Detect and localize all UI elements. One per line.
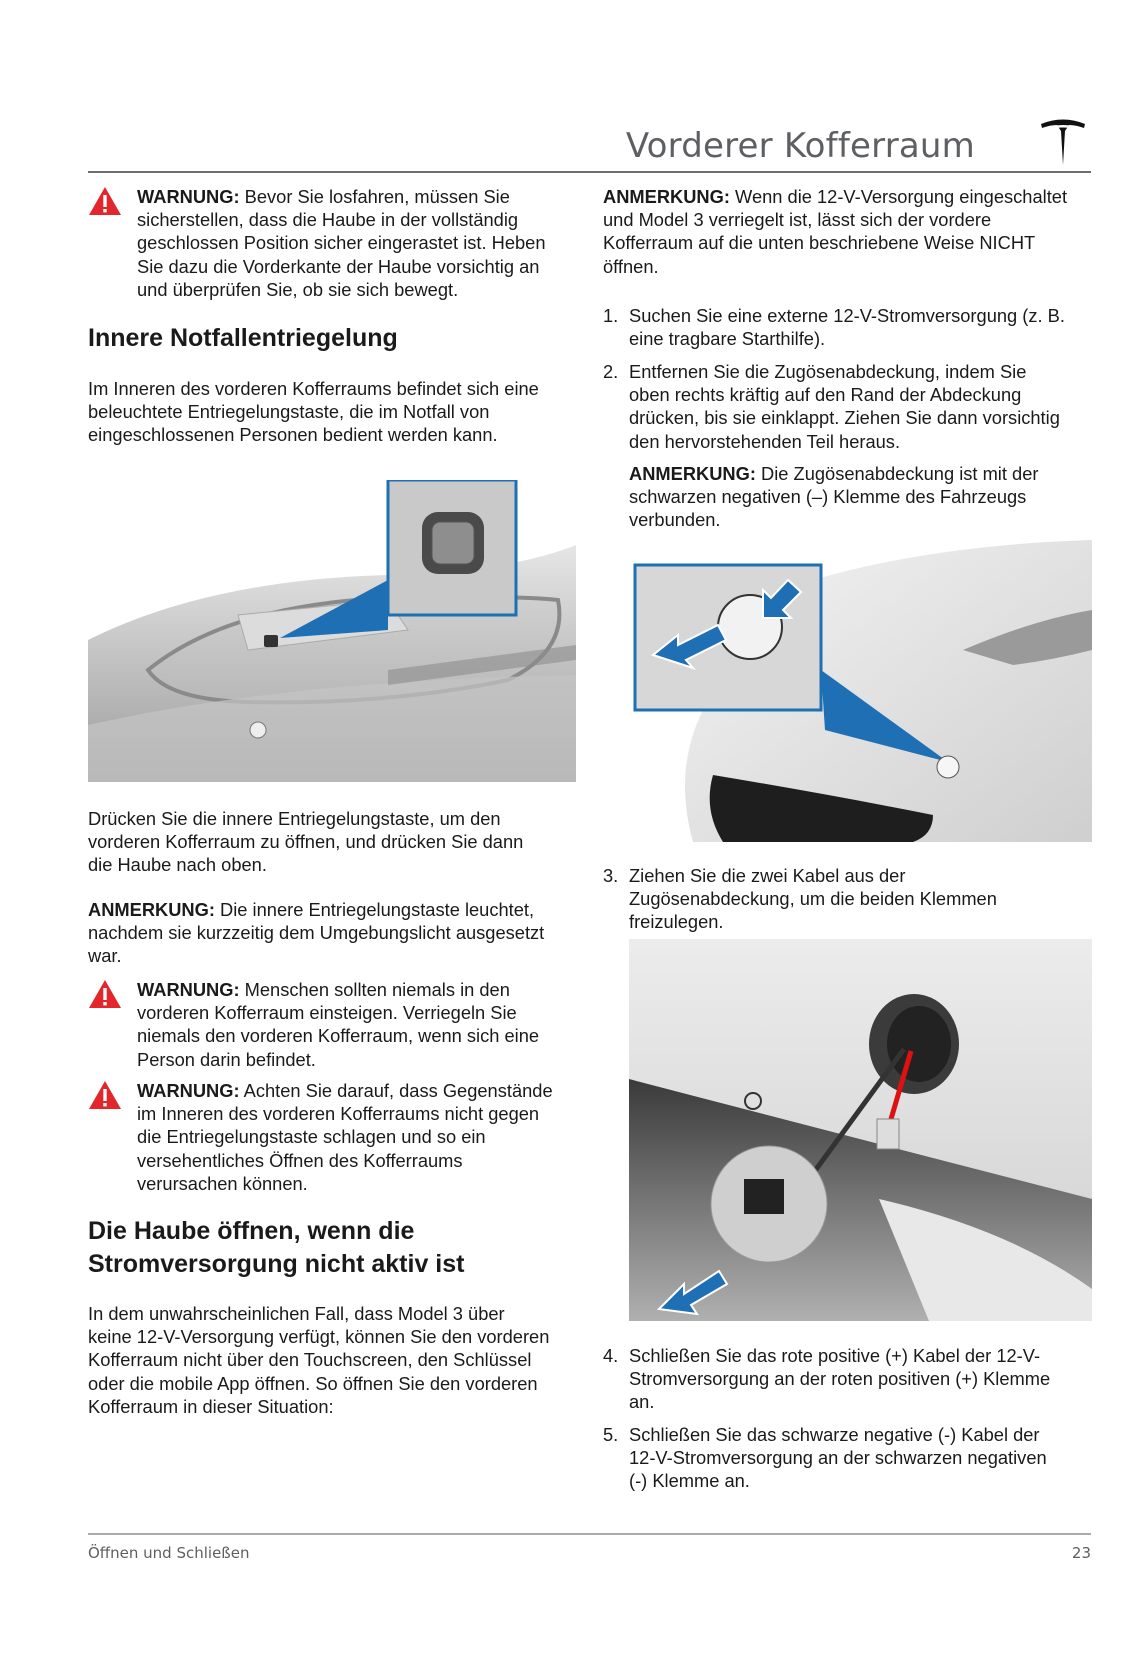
page-title: Vorderer Kofferraum: [625, 126, 975, 166]
warning-3: WARNUNG: Achten Sie darauf, dass Gegenstände im Inneren des vorderen Kofferraums nicht gegen die Entriegelungstaste schlagen und so ein versehentliches Öffnen des Kofferraums verursachen können.: [137, 1080, 553, 1194]
tow-eye-cover-illustration: [633, 540, 1092, 842]
page-number: 23: [1071, 1544, 1091, 1562]
paragraph-no-power: In dem unwahrscheinlichen Fall, dass Model 3 über keine 12-V-Versorgung verfügt, können Sie den vorderen Kofferraum nicht über den Touchscreen, den Schlüssel oder die mobile App öffnen. So öffnen Sie den vorderen Kofferraum in dieser Situation:: [88, 1303, 550, 1417]
step-4: 4. Schließen Sie das rote positive (+) Kabel der 12-V- Stromversorgung an der roten positiven (+) Klemme an.: [603, 1345, 1051, 1413]
step-5: 5. Schließen Sie das schwarze negative (-) Kabel der 12-V-Stromversorgung an der schwarzen negativen (-) Klemme an.: [603, 1424, 1047, 1492]
section-heading-innere-notfallentriegelung: Innere Notfallentriegelung: [88, 324, 398, 352]
section-heading-haube-oeffnen: Die Haube öffnen, wenn die Stromversorgung nicht aktiv ist: [88, 1217, 465, 1278]
note-button-glow: ANMERKUNG: Die innere Entriegelungstaste leuchtet, nachdem sie kurzzeitig dem Umgebungslicht ausgesetzt war.: [88, 899, 545, 967]
step-3: 3. Ziehen Sie die zwei Kabel aus der Zugösenabdeckung, um die beiden Klemmen freizulegen.: [603, 865, 997, 933]
header-rule: [88, 171, 1091, 173]
tesla-logo-icon: [1039, 117, 1087, 167]
frunk-release-illustration: [88, 480, 576, 782]
footer-rule: [88, 1533, 1091, 1535]
cables-terminals-illustration: [629, 939, 1092, 1321]
note-step-2: ANMERKUNG: Die Zugösenabdeckung ist mit der schwarzen negativen (–) Klemme des Fahrzeugs verbunden.: [629, 463, 1039, 531]
step-1: 1. Suchen Sie eine externe 12-V-Stromversorgung (z. B. eine tragbare Starthilfe).: [603, 305, 1065, 350]
step-2: 2. Entfernen Sie die Zugösenabdeckung, indem Sie oben rechts kräftig auf den Rand der Abdeckung drücken, bis sie einklappt. Ziehen Sie dann vorsichtig den hervorstehenden Teil heraus.: [603, 361, 1060, 452]
paragraph-press-button: Drücken Sie die innere Entriegelungstaste, um den vorderen Kofferraum zu öffnen, und drücken Sie dann die Haube nach oben.: [88, 808, 524, 876]
warning-triangle-icon: [88, 979, 122, 1009]
warning-2: WARNUNG: Menschen sollten niemals in den vorderen Kofferraum einsteigen. Verriegeln Sie niemals den vorderen Kofferraum, wenn sich eine Person darin befindet.: [137, 979, 540, 1070]
warning-triangle-icon: [88, 186, 122, 216]
footer-section-name: Öffnen und Schließen: [88, 1544, 250, 1562]
warning-triangle-icon: [88, 1080, 122, 1110]
note-12v-locked: ANMERKUNG: Wenn die 12-V-Versorgung eingeschaltet und Model 3 verriegelt ist, lässt sich der vordere Kofferraum auf die unten beschriebene Weise NICHT öffnen.: [603, 186, 1068, 277]
warning-1: WARNUNG: Bevor Sie losfahren, müssen Sie sicherstellen, dass die Haube in der vollständig geschlossen Position sicher eingerastet ist. Heben Sie dazu die Vorderkante der Haube vorsichtig an und überprüfen Sie, ob sie sich bewegt.: [137, 186, 546, 300]
paragraph-intro: Im Inneren des vorderen Kofferraums befindet sich eine beleuchtete Entriegelungstaste, die im Notfall von eingeschlossenen Personen bedient werden kann.: [88, 378, 539, 446]
